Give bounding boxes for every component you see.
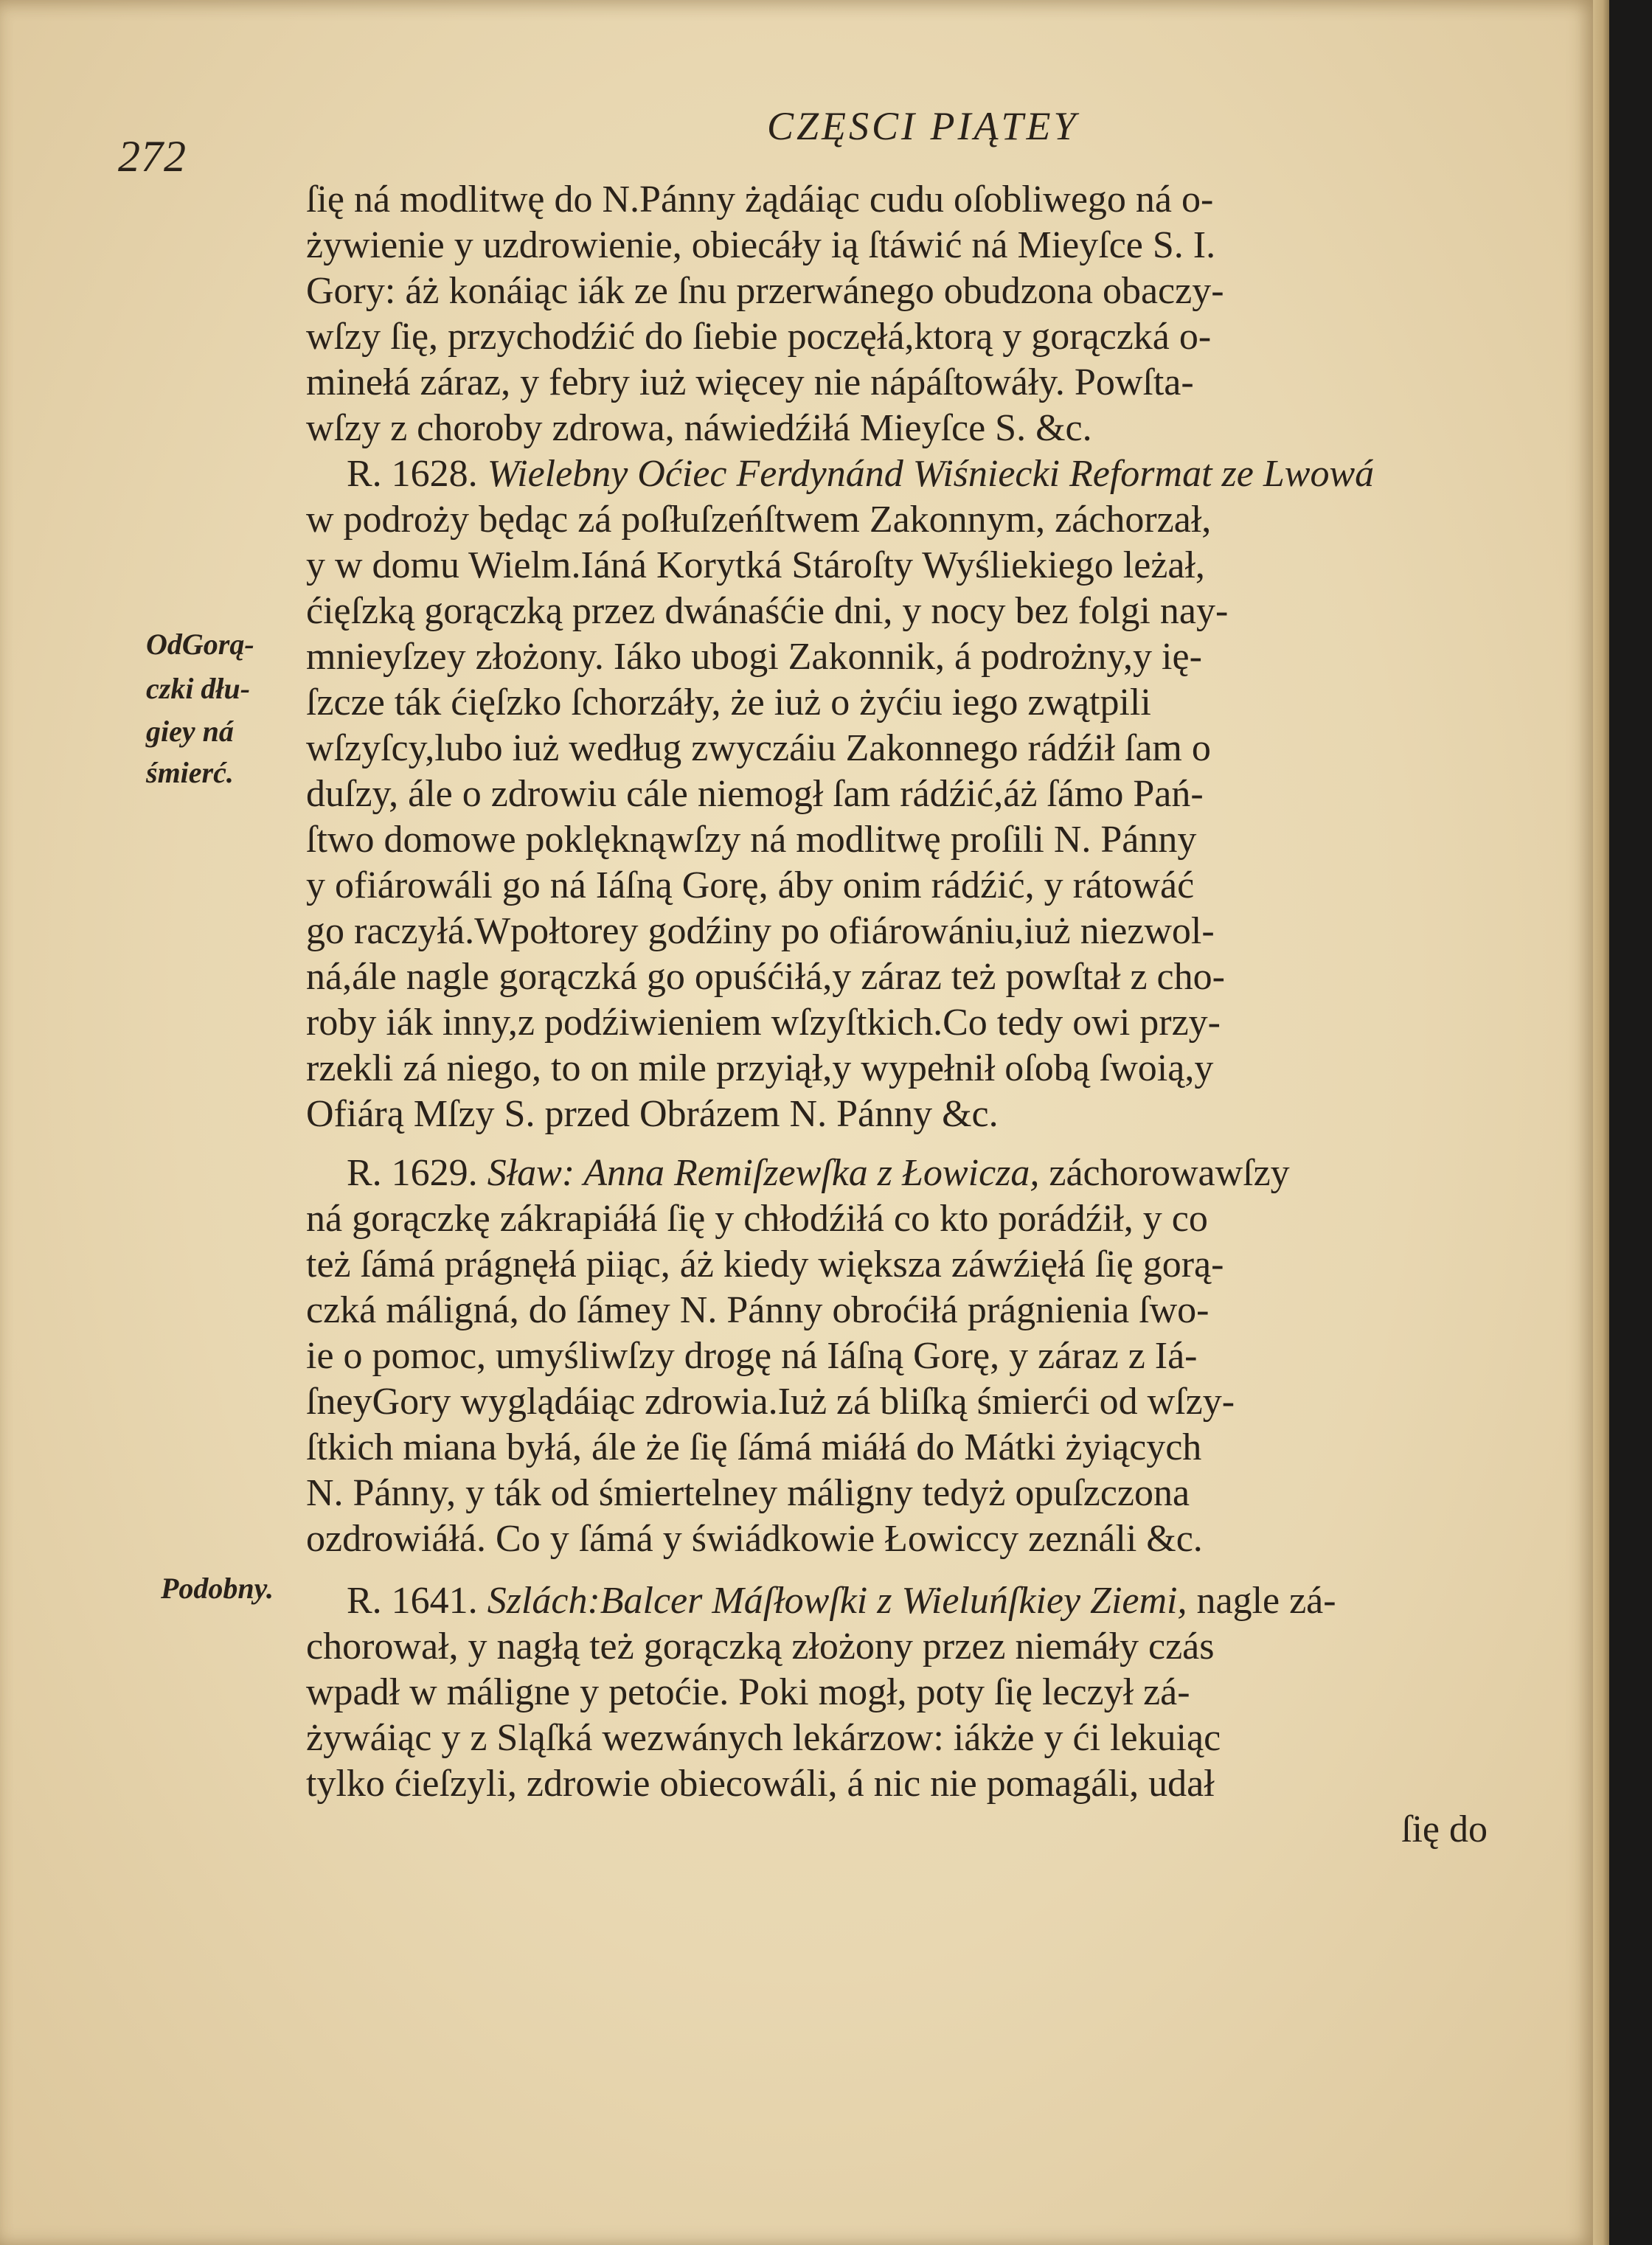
entry-year: R. 1629. [347,1152,478,1194]
text-line: czká máligná, do ſámey N. Pánny obroćiłá prágnienia ſwo- [306,1289,1210,1331]
text-line: mnieyſzey złożony. Iáko ubogi Zakonnik, á podrożny,y ię- [306,636,1202,678]
text-line: chorował, y nagłą też gorączką złożony przez niemáły czás [306,1625,1215,1668]
catchword: ſię do [1401,1808,1488,1850]
text-line: w podroży będąc zá poſłuſzeńſtwem Zakonnym, záchorzał, [306,499,1212,541]
text-line: tylko ćieſzyli, zdrowie obiecowáli, á nic nie pomagáli, udał [306,1763,1215,1805]
text-line: ie o pomoc, umyśliwſzy drogę ná Iáſną Gorę, y záraz z Iá- [306,1335,1198,1377]
text-line: Gory: áż konáiąc iák ze ſnu przerwánego obudzona obaczy- [306,270,1224,312]
margin-note-line: giey ná [146,715,234,748]
text-line: y w domu Wielm.Iáná Korytká Stároſty Wyśliekiego leżał, [306,544,1205,586]
text-line: wpadł w máligne y petoćie. Poki mogł, poty ſię leczył zá- [306,1671,1190,1713]
text-line: roby iák inny,z podźiwieniem wſzyſtkich.Co tedy owi przy- [306,1002,1221,1044]
text-line: wſzy ſię, przychodźić do ſiebie poczęłá,ktorą y gorączká o- [306,316,1212,358]
page-number: 272 [118,132,187,181]
text-line: żywáiąc y z Sląſká wezwánych lekárzow: iákże y ći lekuiąc [306,1717,1221,1759]
entry-text: nagle zá- [1196,1580,1336,1622]
text-line: go raczyłá.Wpołtorey godźiny po ofiárowániu,iuż niezwol- [306,910,1215,952]
text-line: ná,ále nagle gorączká go opuśćiłá,y záraz też powſtał z cho- [306,956,1225,998]
text-line: ſzcze ták ćięſzko ſchorzáły, że iuż o żyćiu iego zwątpili [306,681,1151,724]
entry-intro: Wielebny Oćiec Ferdynánd Wiśniecki Reformat ze Lwowá [487,453,1375,495]
entry-1629-heading [347,1151,1290,1196]
page-fore-edge [1593,0,1609,2245]
text-line: y ofiárowáli go ná Iáſną Gorę, áby onim rádźić, y rátowáć [306,864,1195,906]
text-line: minełá záraz, y febry iuż więcey nie nápáſtowáły. Powſta- [306,361,1194,403]
margin-note-line: OdGorą- [146,628,254,661]
text-line: N. Pánny, y ták od śmiertelney máligny tedyż opuſzczona [306,1472,1190,1514]
text-line: ná gorączkę zákrapiáłá ſię y chłodźiłá co kto porádźił, y co [306,1198,1208,1240]
entry-intro: Szlách:Balcer Máſłowſki z Wieluńſkiey Ziemi, [487,1580,1187,1622]
text-line: duſzy, ále o zdrowiu cále niemogł ſam rádźić,áż ſámo Pań- [306,773,1204,815]
text-line: wſzyſcy,lubo iuż według zwyczáiu Zakonnego rádźił ſam o [306,727,1211,769]
margin-note-line: czki dłu- [146,672,251,705]
text-line: ſtkich miana byłá, ále że ſię ſámá miáłá do Mátki żyiących [306,1426,1202,1468]
text-line: rzekli zá niego, to on mile przyiął,y wypełnił oſobą ſwoią,y [306,1047,1214,1089]
entry-year: R. 1641. [347,1580,478,1622]
text-line: ozdrowiáłá. Co y ſámá y świádkowie Łowiccy zeználi &c. [306,1518,1203,1560]
entry-1641-heading [347,1578,1336,1624]
text-line: żywienie y uzdrowienie, obiecáły ią ſtáwić ná Mieyſce S. I. [306,224,1216,266]
margin-note-line: śmierć. [146,756,234,789]
text-line: też ſámá prágnęłá piiąc, áż kiedy większa záwźięłá ſię gorą- [306,1243,1224,1285]
text-line: wſzy z choroby zdrowa, náwiedźiłá Mieyſce S. &c. [306,407,1092,449]
text-line: ſię ná modlitwę do N.Pánny żądáiąc cudu oſobliwego ná o- [306,178,1214,221]
text-line: ſtwo domowe poklęknąwſzy ná modlitwę proſili N. Pánny [306,819,1197,861]
entry-intro: Sław: Anna Remiſzewſka z Łowicza, [487,1152,1040,1194]
entry-year: R. 1628. [347,453,478,495]
text-line: ſneyGory wyglądáiąc zdrowia.Iuż zá bliſką śmierći od wſzy- [306,1381,1235,1423]
margin-note-podobny: Podobny. [161,1572,274,1605]
entry-1628-heading [347,451,1374,497]
entry-text: záchorowawſzy [1049,1152,1290,1194]
text-line: Ofiárą Mſzy S. przed Obrázem N. Pánny &c. [306,1093,999,1135]
text-line: ćięſzką gorączką przez dwánaśćie dni, y nocy bez folgi nay- [306,590,1229,632]
running-head: CZĘSCI PIĄTEY [767,104,1079,148]
